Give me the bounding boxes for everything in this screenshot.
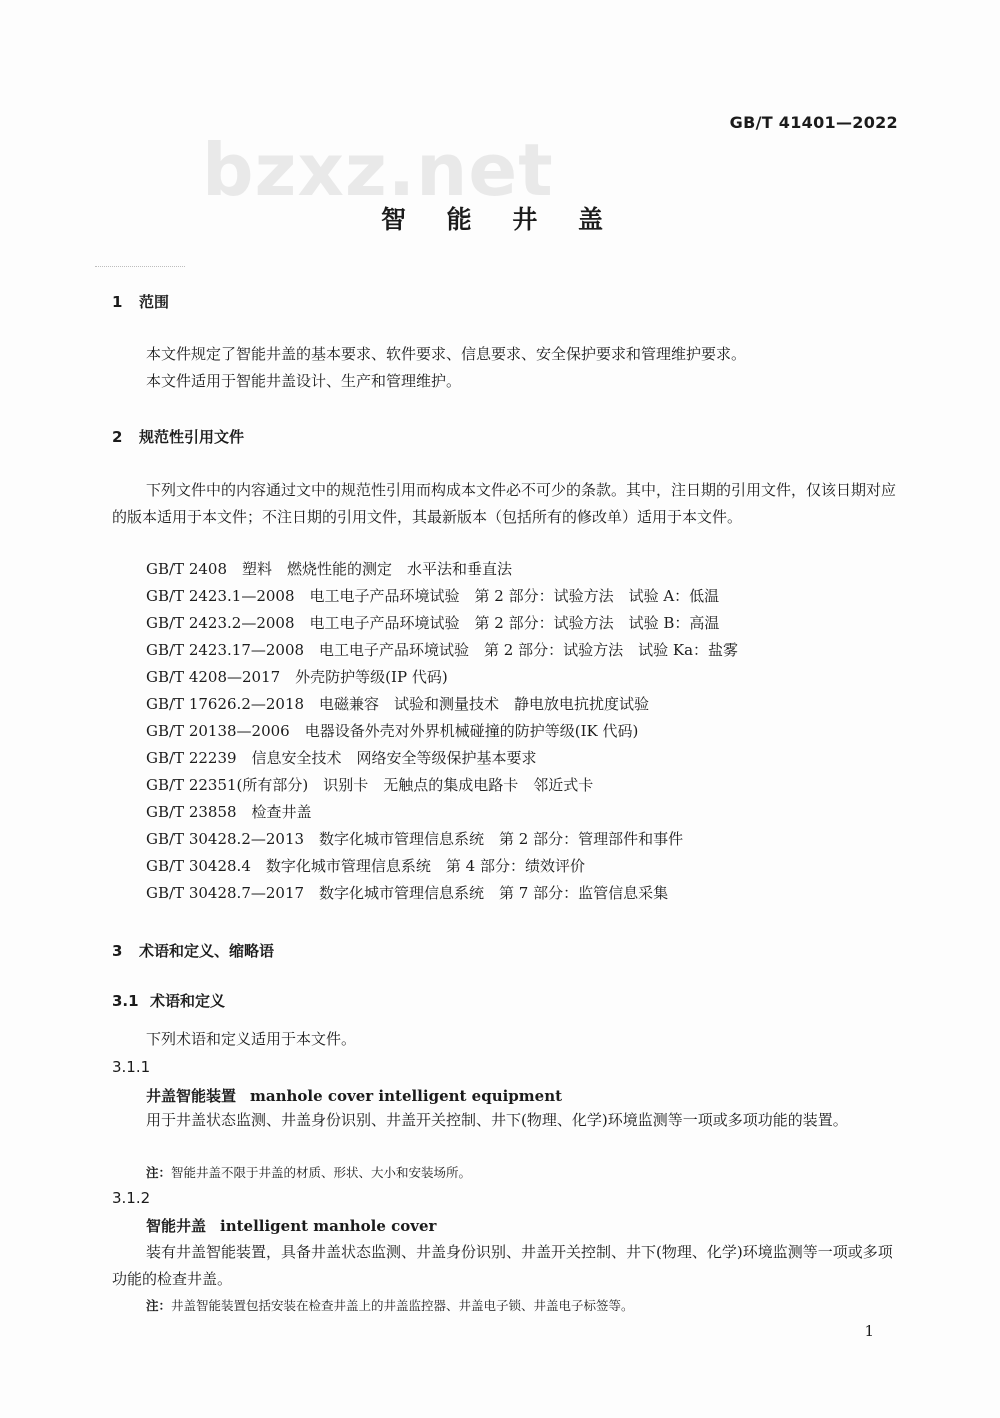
note-label: 注： [146,1298,172,1313]
reference-item: GB/T 22351(所有部分) 识别卡 无触点的集成电路卡 邻近式卡 [146,776,594,794]
term-note [146,1163,471,1181]
term-zh: 智能井盖 [146,1217,207,1235]
section-number: 3 [112,942,123,960]
note-text: 智能井盖不限于井盖的材质、形状、大小和安装场所。 [171,1165,472,1180]
section-2-intro: 下列文件中的内容通过文中的规范性引用而构成本文件必不可少的条款。其中，注日期的引用文件，仅该日期对应的版本适用于本文件；不注日期的引用文件，其最新版本（包括所有的修改单）适用于本文件。 [112,481,897,526]
section-1-heading [112,291,169,312]
term-heading [146,1215,436,1236]
watermark: bzxz.net [202,128,554,212]
section-number: 2 [112,428,123,446]
reference-item: GB/T 30428.4 数字化城市管理信息系统 第 4 部分：绩效评价 [146,857,585,875]
term-zh: 井盖智能装置 [146,1087,237,1105]
reference-item: GB/T 30428.2—2013 数字化城市管理信息系统 第 2 部分：管理部件和事件 [146,830,684,848]
section-title: 术语和定义、缩略语 [139,942,275,960]
reference-item: GB/T 20138—2006 电器设备外壳对外界机械碰撞的防护等级(IK 代码) [146,722,639,740]
section-title: 规范性引用文件 [139,428,245,446]
note-label: 注： [146,1165,172,1180]
section-2-heading [112,426,244,447]
term-number: 3.1.1 [112,1058,151,1076]
section-title: 范围 [139,293,170,311]
term-note [146,1296,634,1314]
section-3-heading [112,940,274,961]
term-heading [146,1085,562,1106]
term-definition: 用于井盖状态监测、井盖身份识别、井盖开关控制、井下(物理、化学)环境监测等一项或多项功能的装置。 [146,1111,848,1129]
scan-artifact [95,266,185,271]
reference-item: GB/T 22239 信息安全技术 网络安全等级保护基本要求 [146,749,537,767]
reference-item: GB/T 4208—2017 外壳防护等级(IP 代码) [146,668,448,686]
page-number: 1 [864,1322,874,1340]
note-text: 井盖智能装置包括安装在检查井盖上的井盖监控器、井盖电子锁、井盖电子标签等。 [171,1298,634,1313]
reference-item: GB/T 2423.1—2008 电工电子产品环境试验 第 2 部分：试验方法 试验 A：低温 [146,587,720,605]
section-3-1-intro: 下列术语和定义适用于本文件。 [146,1030,357,1048]
reference-item: GB/T 30428.7—2017 数字化城市管理信息系统 第 7 部分：监管信息采集 [146,884,669,902]
term-en: manhole cover intelligent equipment [250,1087,563,1105]
section-number: 1 [112,293,123,311]
section-1-paragraph-1: 本文件规定了智能井盖的基本要求、软件要求、信息要求、安全保护要求和管理维护要求。 [146,345,747,363]
reference-item: GB/T 17626.2—2018 电磁兼容 试验和测量技术 静电放电抗扰度试验 [146,695,650,713]
section-3-1-heading [112,990,225,1011]
section-number: 3.1 [112,992,139,1010]
reference-item: GB/T 23858 检查井盖 [146,803,312,821]
term-en: intelligent manhole cover [220,1217,437,1235]
reference-item: GB/T 2423.17—2008 电工电子产品环境试验 第 2 部分：试验方法 试验 Ka：盐雾 [146,641,739,659]
document-title: 智 能 井 盖 [380,205,620,234]
section-1-paragraph-2: 本文件适用于智能井盖设计、生产和管理维护。 [146,372,462,390]
section-title: 术语和定义 [150,992,226,1010]
reference-item: GB/T 2408 塑料 燃烧性能的测定 水平法和垂直法 [146,560,513,578]
reference-item: GB/T 2423.2—2008 电工电子产品环境试验 第 2 部分：试验方法 试验 B：高温 [146,614,720,632]
term-number: 3.1.2 [112,1189,151,1207]
standard-code: GB/T 41401—2022 [729,113,898,132]
term-definition: 装有井盖智能装置，具备井盖状态监测、井盖身份识别、井盖开关控制、井下(物理、化学)环境监测等一项或多项功能的检查井盖。 [112,1243,893,1288]
